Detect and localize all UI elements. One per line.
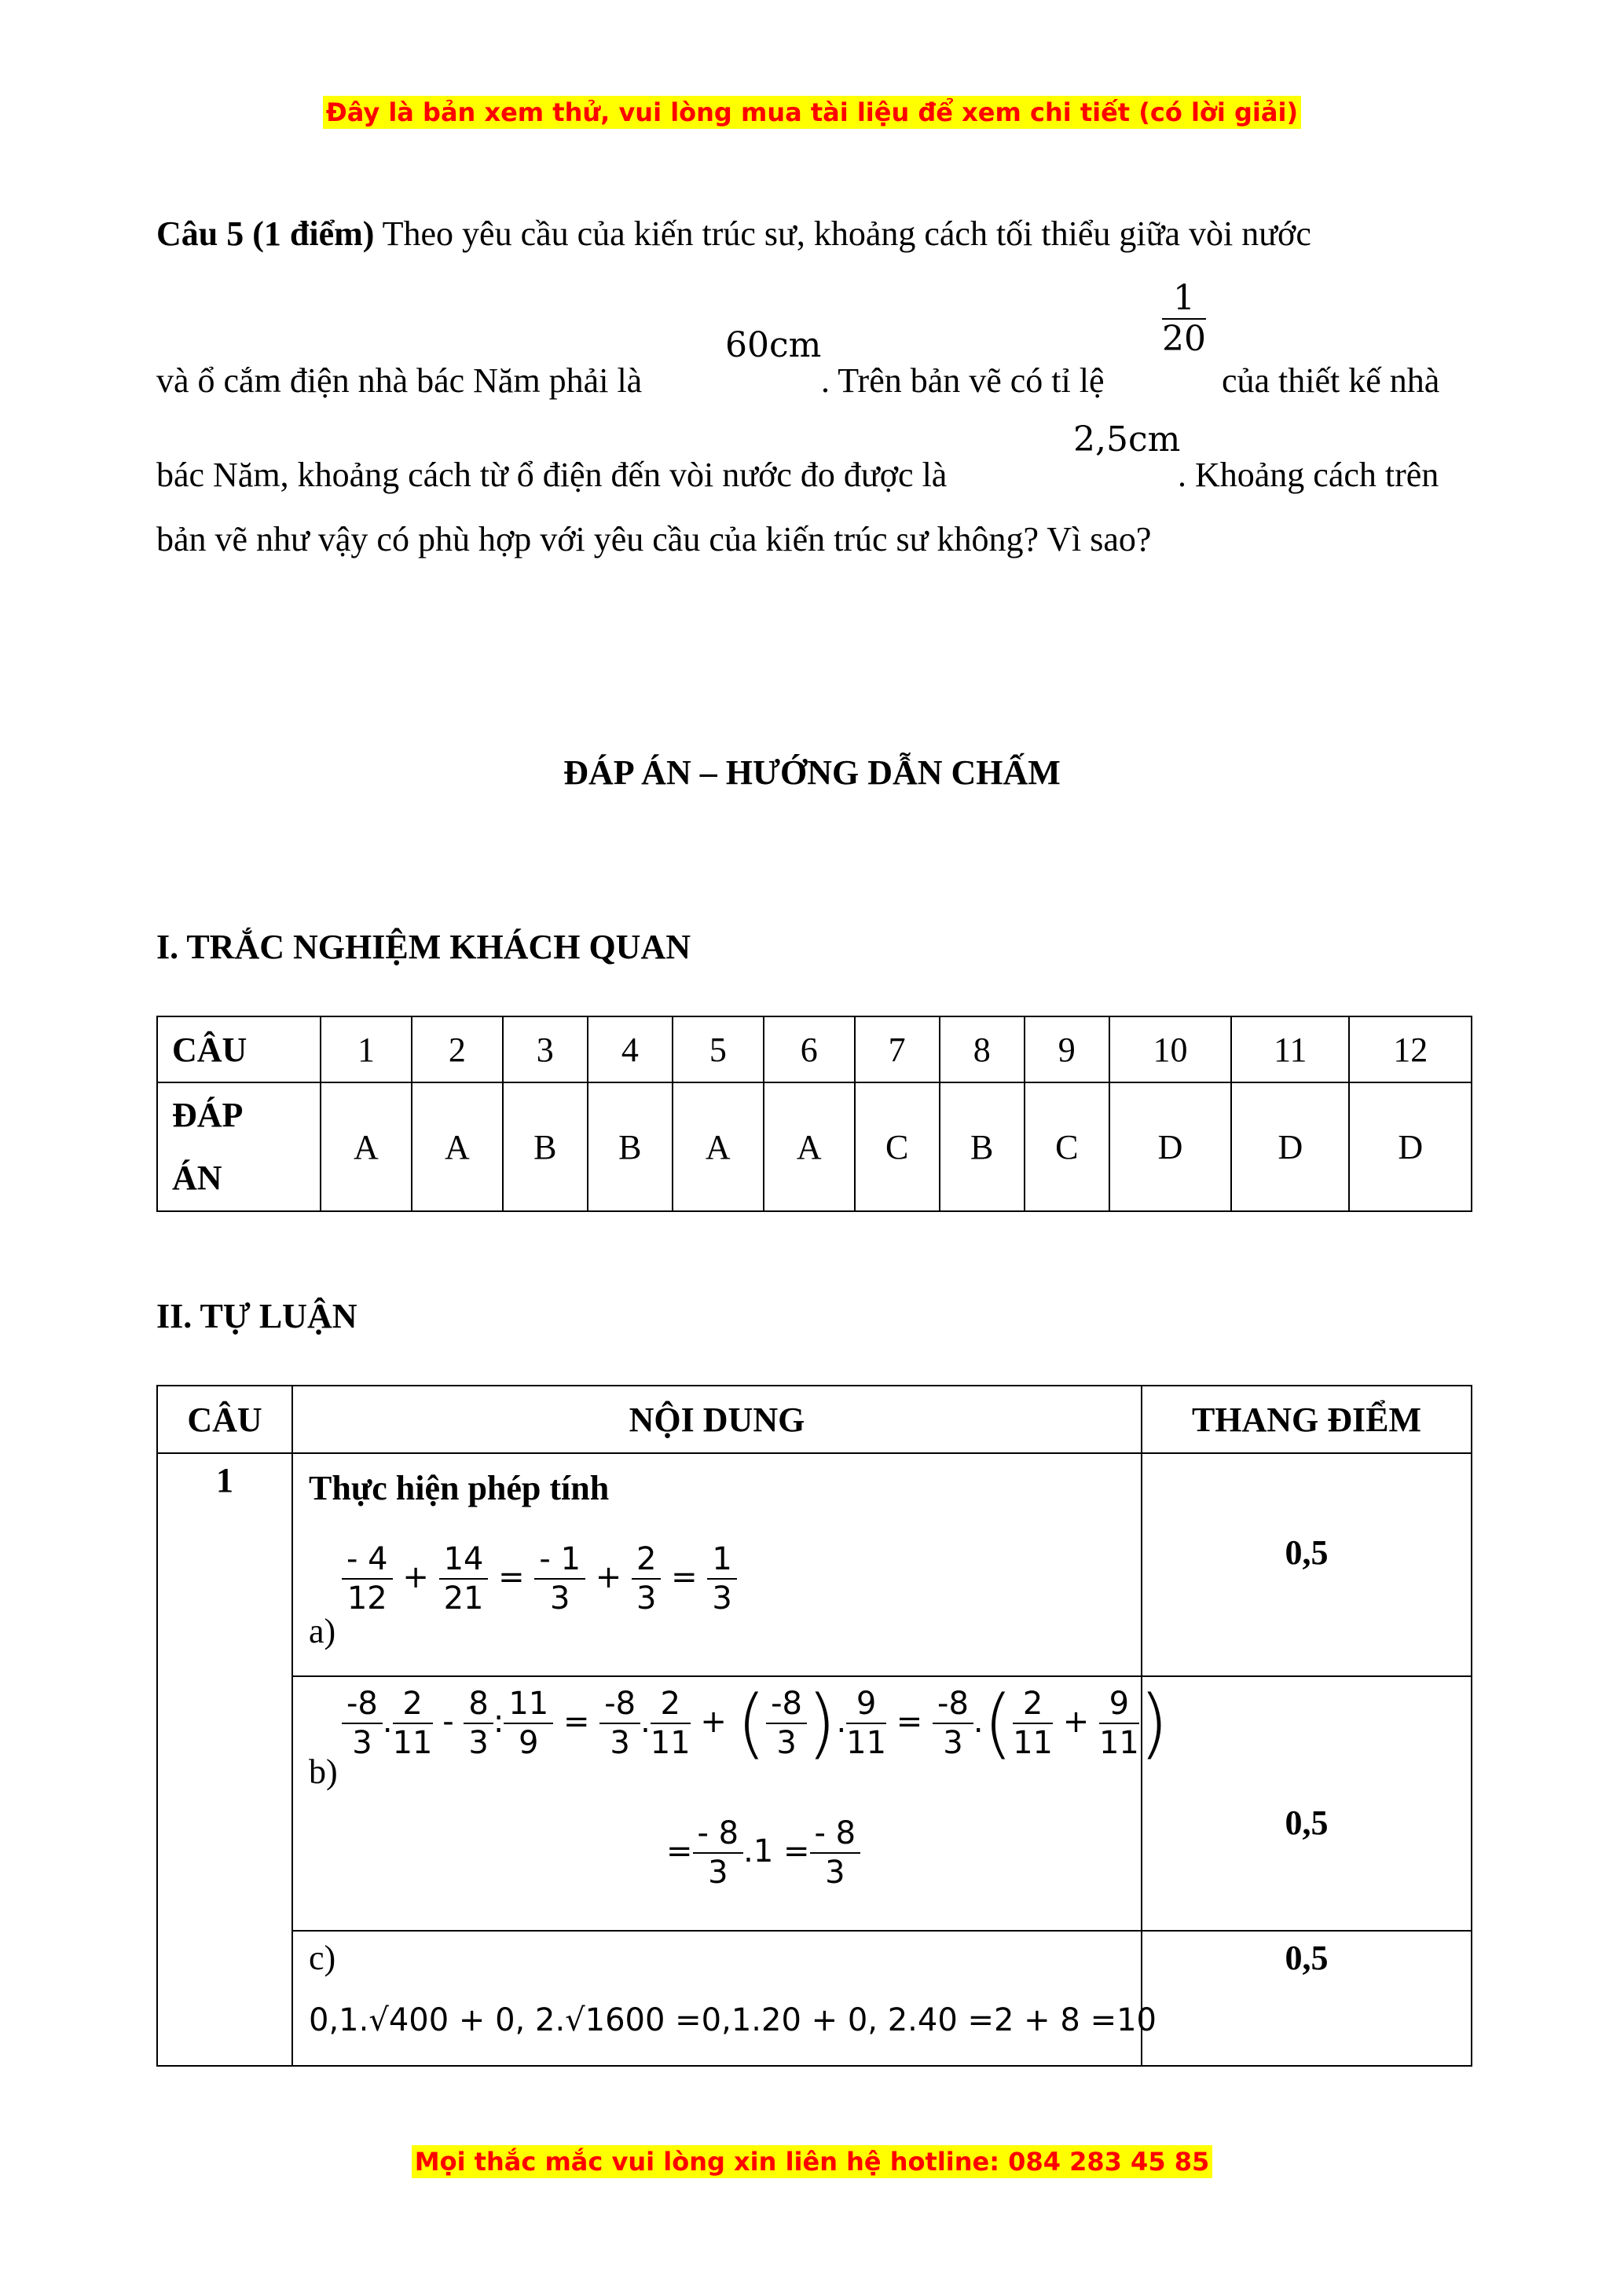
part-b-label: b) [309, 1752, 338, 1791]
row-header-answer-line-2: ÁN [172, 1159, 222, 1197]
mc-answer-table [156, 1016, 1472, 1212]
question-5-text-1: Theo yêu cầu của kiến trúc sư, khoảng cách tối thiểu giữa vòi nước [374, 214, 1311, 253]
question-number: 9 [1025, 1016, 1109, 1082]
part-a-expression: $\frac{- 4}{12}$ + $\frac{14}{21}$ = $\frac{- 1}{3}$ + $\frac{2}{3}$ = $\frac{1}{3}$ [342, 1540, 737, 1617]
task-title: Thực hiện phép tính [309, 1469, 610, 1507]
question-number: 11 [1231, 1016, 1349, 1082]
question-number: 8 [940, 1016, 1025, 1082]
distance-value: 60cm [725, 325, 822, 365]
question-5-line-4 [156, 516, 1470, 563]
table-row [157, 1453, 1472, 1676]
row-header-question: CÂU [157, 1016, 321, 1082]
essay-grading-table [156, 1385, 1472, 2067]
header-question: CÂU [157, 1386, 292, 1453]
header-score: THANG ĐIỂM [1142, 1386, 1472, 1453]
scale-denominator: 20 [1162, 319, 1206, 359]
question-5-text-3b: . Khoảng cách trên [1178, 456, 1439, 494]
preview-banner-text: Đây là bản xem thử, vui lòng mua tài liệu để xem chi tiết (có lời giải) [323, 96, 1301, 129]
score-a: 0,5 [1142, 1453, 1472, 1676]
table-row [157, 1931, 1472, 2066]
question-number: 1 [321, 1016, 412, 1082]
answer-letter: A [764, 1082, 855, 1211]
answer-letter: D [1109, 1082, 1231, 1211]
question-number: 4 [588, 1016, 673, 1082]
table-row [157, 1082, 1472, 1211]
question-5-line-3 [156, 416, 1470, 495]
answer-title: ĐÁP ÁN – HƯỚNG DẪN CHẤM [563, 753, 1061, 792]
question-5-text-2b: . Trên bản vẽ có tỉ lệ [821, 361, 1105, 400]
question-5-text-2a: và ổ cắm điện nhà bác Năm phải là [156, 361, 643, 400]
answer-letter: B [588, 1082, 673, 1211]
measured-value: 2,5cm [1073, 419, 1181, 460]
score-c: 0,5 [1142, 1931, 1472, 2066]
part-c-expression: 0,1.√400 + 0, 2.√1600 =0,1.20 + 0, 2.40 =2 + 8 =10 [309, 2002, 1157, 2038]
answer-letter: D [1231, 1082, 1349, 1211]
answer-letter: A [412, 1082, 503, 1211]
answer-letter: A [673, 1082, 764, 1211]
question-number: 2 [412, 1016, 503, 1082]
part-c-label: c) [309, 1939, 336, 1977]
part-b-expression-2: = $\frac{- 8}{3}$ .1 = $\frac{- 8}{3}$ [666, 1814, 860, 1891]
answer-letter: C [855, 1082, 940, 1211]
question-number: 7 [855, 1016, 940, 1082]
part-a-label: a) [309, 1612, 336, 1650]
hotline-banner [0, 2147, 1624, 2177]
scale-fraction [1162, 279, 1206, 359]
question-5-line-1 [156, 211, 1470, 258]
question-number: 10 [1109, 1016, 1231, 1082]
answer-letter: C [1025, 1082, 1109, 1211]
row-header-answer [157, 1082, 321, 1211]
header-content: NỘI DUNG [292, 1386, 1142, 1453]
question-number: 1 [157, 1453, 292, 2066]
part-b-content [292, 1676, 1169, 1931]
table-row [157, 1016, 1472, 1082]
question-5-text-3a: bác Năm, khoảng cách từ ổ điện đến vòi nước đo được là [156, 456, 948, 494]
question-number: 12 [1349, 1016, 1472, 1082]
question-5-text-2c: của thiết kế nhà [1222, 361, 1440, 400]
score-b: 0,5 [1142, 1676, 1472, 1931]
part-a-content [292, 1453, 1142, 1676]
question-number: 6 [764, 1016, 855, 1082]
answer-letter: D [1349, 1082, 1472, 1211]
answer-letter: A [321, 1082, 412, 1211]
row-header-answer-line-1: ĐÁP [172, 1096, 244, 1134]
hotline-banner-text: Mọi thắc mắc vui lòng xin liên hệ hotline: 084 283 45 85 [412, 2145, 1213, 2178]
section-2-title: II. TỰ LUẬN [156, 1297, 357, 1335]
question-5-text-4: bản vẽ như vậy có phù hợp với yêu cầu của kiến trúc sư không? Vì sao? [156, 520, 1152, 558]
question-5-line-2 [156, 278, 1470, 400]
part-b-expression: $\frac{-8}{3}$ . $\frac{2}{11}$ - $\frac{8}{3}$ : $\frac{11}{9}$ = $\frac{-8}{3}$ . $\frac{2}{11}$ + ( $\frac{-8}{3}$ ). $\frac{9}{11}$ = $\frac{-8}{3}$ .( $\frac{2}{11}$ + $\frac{9}{11}$ ) [342, 1685, 1168, 1762]
answer-letter: B [940, 1082, 1025, 1211]
part-c-content [292, 1931, 1157, 2066]
table-row [157, 1386, 1472, 1453]
scale-numerator: 1 [1162, 279, 1206, 320]
table-row [157, 1676, 1472, 1931]
question-number: 5 [673, 1016, 764, 1082]
section-1-title: I. TRẮC NGHIỆM KHÁCH QUAN [156, 928, 691, 966]
question-5-label: Câu 5 (1 điểm) [156, 214, 375, 253]
preview-banner [0, 97, 1624, 127]
answer-letter: B [503, 1082, 588, 1211]
question-number: 3 [503, 1016, 588, 1082]
